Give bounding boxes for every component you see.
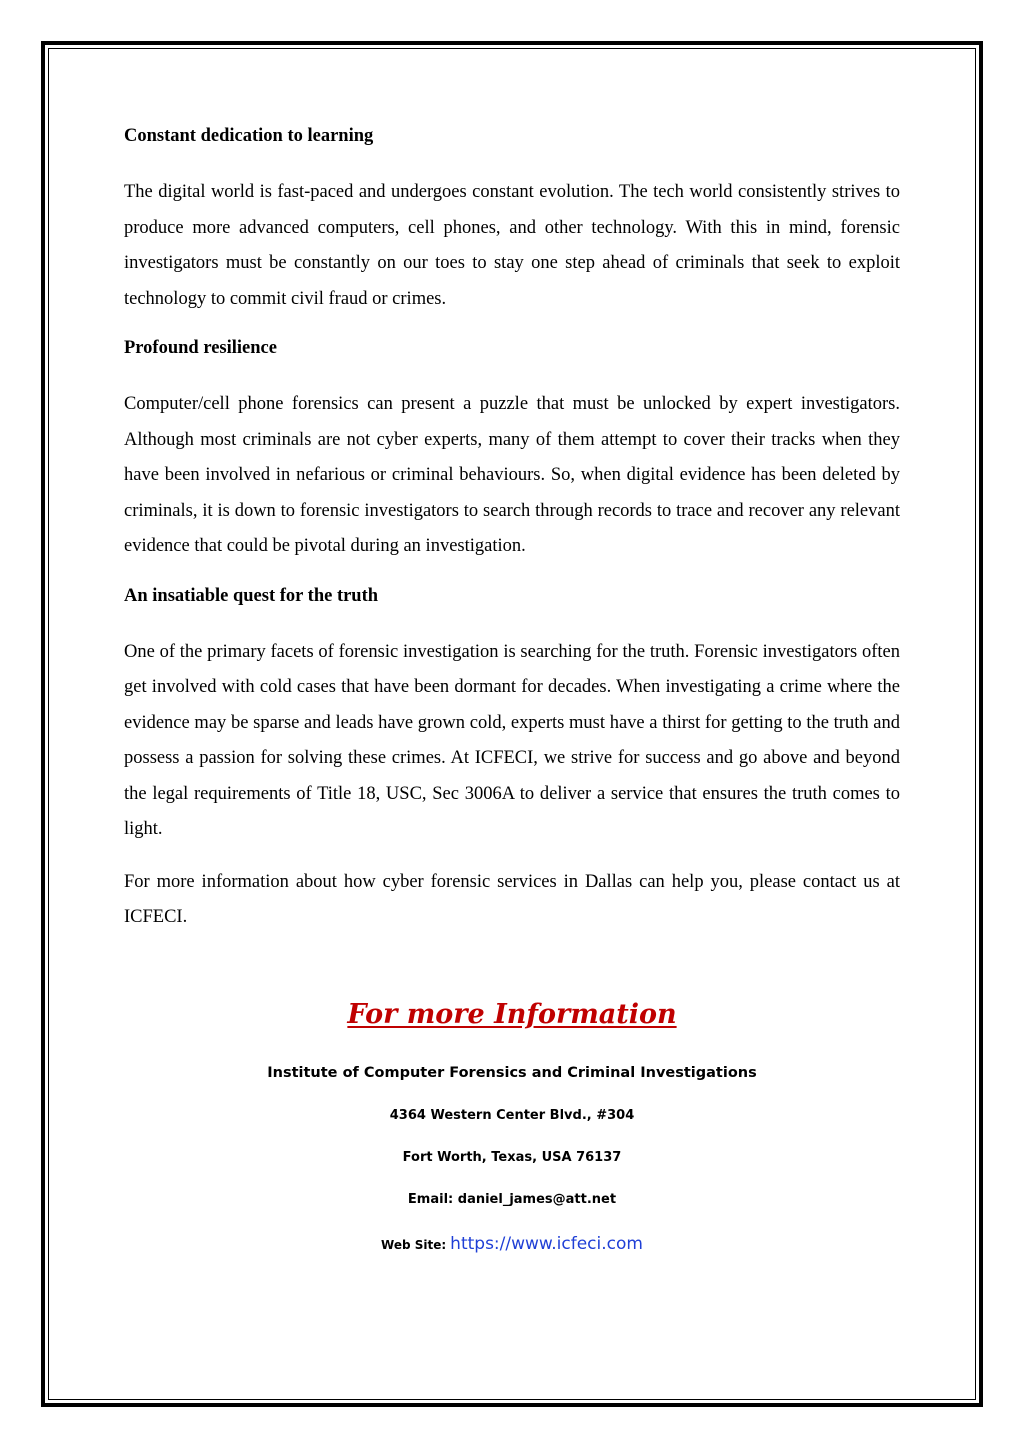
section-heading-truth: An insatiable quest for the truth [124, 585, 379, 606]
section-heading-resilience: Profound resilience [124, 338, 277, 358]
paragraph-truth: One of the primary facets of forensic investigation is searching for the truth. Forensic investigators often get involved with cold cases that have been dormant for decades. When investigating a crime where the evidence may be sparse and leads have grown cold, experts must have a thirst for getting to the truth and possess a passion for solving these crimes. At ICFECI, we strive for success and go above and beyond the legal requirements of Title 18, USC, Sec 3006A to deliver a service that ensures the truth comes to light. [124, 641, 900, 839]
paragraph-resilience: Computer/cell phone forensics can present a puzzle that must be unlocked by expert investigators. Although most criminals are not cyber experts, many of them attempt to cover their tracks when they have been involved in nefarious or criminal behaviours. So, when digital evidence has been deleted by criminals, it is down to forensic investigators to search through records to trace and recover any relevant evidence that could be pivotal during an investigation. [124, 394, 900, 556]
section-heading-learning: Constant dedication to learning [124, 126, 374, 146]
organization-name: Institute of Computer Forensics and Criminal Investigations [267, 1065, 757, 1081]
contact-block [124, 995, 900, 1256]
paragraph-contact-us: For more information about how cyber forensic services in Dallas can help you, please contact us at ICFECI. [124, 871, 900, 927]
website-link[interactable]: https://www.icfeci.com [450, 1234, 643, 1254]
document-body [124, 122, 900, 976]
address-line-2: Fort Worth, Texas, USA 76137 [402, 1150, 622, 1165]
more-information-title: For more Information [347, 999, 677, 1030]
paragraph-learning: The digital world is fast-paced and undergoes constant evolution. The tech world consistently strives to produce more advanced computers, cell phones, and other technology. With this in mind, forensic investigators must be constantly on our toes to stay one step ahead of criminals that seek to exploit technology to commit civil fraud or crimes. [124, 182, 900, 309]
email-line: Email: daniel_james@att.net [407, 1192, 617, 1207]
address-line-1: 4364 Western Center Blvd., #304 [389, 1108, 635, 1123]
website-label: Web Site: [381, 1238, 447, 1252]
website-row [124, 1233, 900, 1256]
